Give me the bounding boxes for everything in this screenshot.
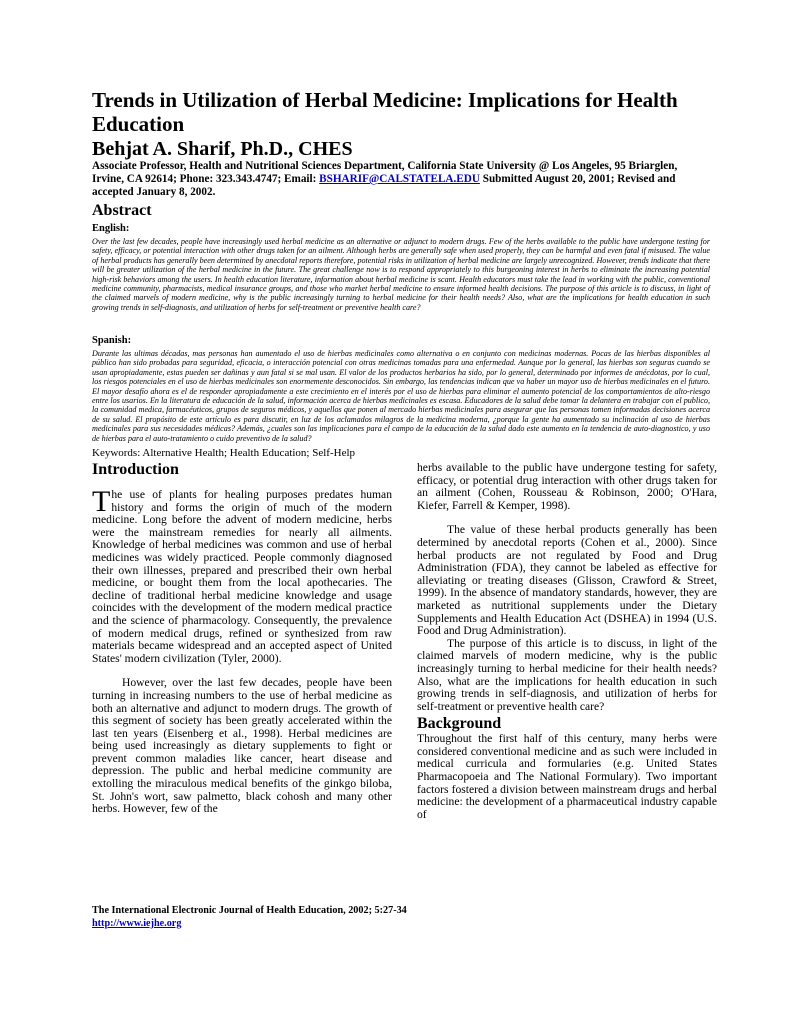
intro-paragraph-1-text: he use of plants for healing purposes predates human history and forms the origin of much of the modern medicine. Long before the advent of modern medicine, herbs were the mainstream remedies for nearly all ailments. Knowledge of herbal medicines was common and use of herbal medicines was widely practiced. People commonly diagnosed their own illnesses, prepared and prescribed their own herbal medicine, or bought them from the local apothecaries. The decline of traditional herbal medicine knowledge and usage coincides with the development of the modern medical practice and the science of pharmacology. Consequently, the prevalence of modern medical drugs, refined or synthesized from raw materials became widespread and an accepted aspect of United States' modern civilization (Tyler, 2000). xyxy=(92,488,392,665)
spanish-abstract: Durante las ultimas décadas, mas personas han aumentado el uso de hierbas medicinales como alternativa o en conjunto con medicinas modernas. Pocas de las hierbas disponibles al público han sido probadas para seguridad, eficacia, o interacción potencial con otras medicinas tomadas para una enfermedad. Aunque por lo general, las hierbas son seguras cuando se usan apropiadamente, estas pueden ser dañinas y aun fatal si se mal usan. El valor de los productos herbarios ha sido, por lo general, determinado por informes de anécdotas, por lo cual, los riesgos potenciales en el uso de hierbas medicinales son enormemente desconocidos. Sin embargo, las tendencias indican que va haber un mayor uso de hierbas medicinales en el futuro. El mayor desafío ahora es el de responder apropiadamente a este crecimiento en el interés por el uso de hierbas para eliminar el aumento potencial de los comportamientos de alto-riesgo entre los usarios. En la literatura de educación de la salud, información acerca de hierbas medicinales es escasa. Educadores de la salud debe tomar la delantera en trabajar con el publico, la comunidad medica, farmacéuticos, grupos de seguros médicos, y aquellos que ponen al mercado hierbas medicinales para asegurar que las personas tomen informadas decisiones acerca de su salud. El propósito de este artículo es para discutir, en luz de los aclamados milagros de la medicina moderna, ¿porque la gente ha aumentado su inclinación al uso de hierbas medicinales para sus necesidades médicas? Además, ¿cuales son las implicaciones para el campo de la educación de la salud dado este aumento en la tendencia de auto-diagnostico, y uso de hierbas para el auto-tratamiento o cuido preventivo de la salud? xyxy=(92,349,710,443)
affiliation-text: Associate Professor, Health and Nutritional Sciences Department, California State University @ Los Angeles, 95 Briarglen, Irvine, CA 92614; Phone: 323.343.4747; Email: xyxy=(92,160,678,185)
submission-dates: Submitted August 20, 2001; Revised and accepted January 8, 2002. xyxy=(92,173,676,198)
dropcap-letter: T xyxy=(92,485,111,518)
author-affiliation xyxy=(92,160,712,199)
author-name: Behjat A. Sharif, Ph.D., CHES xyxy=(92,138,353,160)
paper-title: Trends in Utilization of Herbal Medicine: Implications for Health Education xyxy=(92,88,678,136)
english-abstract: Over the last few decades, people have increasingly used herbal medicine as an alternative or adjunct to modern drugs. Few of the herbs available to the public have undergone testing for safety, efficacy, or potential interaction with other drugs taken for an ailment. Although herbs are generally safe when used properly, they can be harmful and even fatal if misused. The value of herbal products has generally been determined by anecdotal reports therefore, potential risks in utilization of herbal medicine are largely unrecognized. However, trends indicate that there will be greater utilization of the herbal medicine in the future. The great challenge now is to respond appropriately to this burgeoning interest in herbs to eliminate the increasing potential high-risk behaviors among the users. In health education literature, information about herbal medicine is scant. Health educators must take the lead in working with the public, conventional medicine community, pharmacists, medical insurance groups, and those who market herbal medicine to ensure informed health decisions. The purpose of this article is to discuss, in light of the claimed marvels of modern medicine, why is the public increasingly turning to herbal medicine for their health needs? Also, what are the implications for health education in such growing trends in self-diagnosis, and utilization of herbs for self-treatment or preventive health care? xyxy=(92,237,710,312)
journal-citation: The International Electronic Journal of Health Education, 2002; 5:27-34 xyxy=(92,905,407,916)
background-heading: Background xyxy=(417,715,502,733)
spanish-label: Spanish: xyxy=(92,335,132,346)
author-email-link[interactable]: BSHARIF@CALSTATELA.EDU xyxy=(319,173,480,185)
abstract-heading: Abstract xyxy=(92,202,152,219)
right-column xyxy=(417,462,717,821)
intro-paragraph-2: However, over the last few decades, people have been turning in increasing numbers to the use of herbal medicine as both an alternative and adjunct to modern drugs. The growth of this segment of society has been greatly accelerated within the last ten years (Eisenberg et al., 1998). Herbal medicines are being used increasingly as dietary supplements to fight or prevent common maladies like cancer, heart disease and depression. The public and herbal medicine community are extolling the miraculous medical benefits of the ginkgo biloba, St. John's wort, saw palmetto, black cohosh and many other herbs. However, few of the xyxy=(92,676,392,816)
intro-paragraph-3-continued: herbs available to the public have undergone testing for safety, efficacy, or potential drug interaction with other drugs taken for an ailment (Cohen, Rousseau & Robinson, 2000; O'Hara, Kiefer, Farrell & Kemper, 1998). xyxy=(417,461,717,512)
english-label: English: xyxy=(92,223,130,234)
intro-paragraph-1 xyxy=(92,485,392,665)
intro-paragraph-5: The purpose of this article is to discuss, in light of the claimed marvels of modern medicine, why is the public increasingly turning to herbal medicine for their health needs? Also, what are the implications for health education in such growing trends in self-diagnosis, and utilization of herbs for self-treatment or preventive health care? xyxy=(417,636,717,713)
keywords-line: Keywords: Alternative Health; Health Education; Self-Help xyxy=(92,447,356,459)
introduction-heading: Introduction xyxy=(92,461,179,478)
journal-url-link[interactable]: http://www.iejhe.org xyxy=(92,918,182,929)
left-column xyxy=(92,461,392,816)
intro-paragraph-4: The value of these herbal products generally has been determined by anecdotal reports (Cohen et al., 2000). Since herbal products are not regulated by Food and Drug Administration (FDA), they cannot be labeled as effective for alleviating or treating diseases (Glisson, Crawford & Street, 1999). In the absence of mandatory standards, however, they are marketed as nutritional supplements under the Dietary Supplements and Health Education Act (DSHEA) in 1994 (U.S. Food and Drug Administration). xyxy=(417,523,717,638)
background-paragraph-1: Throughout the first half of this century, many herbs were considered conventional medicine and as such were included in medical curricula and formularies (e.g. United States Pharmacopoeia and The National Formulary). Two important factors fostered a division between mainstream drugs and herbal medicine: the development of a pharmaceutical industry capable of xyxy=(417,732,717,821)
